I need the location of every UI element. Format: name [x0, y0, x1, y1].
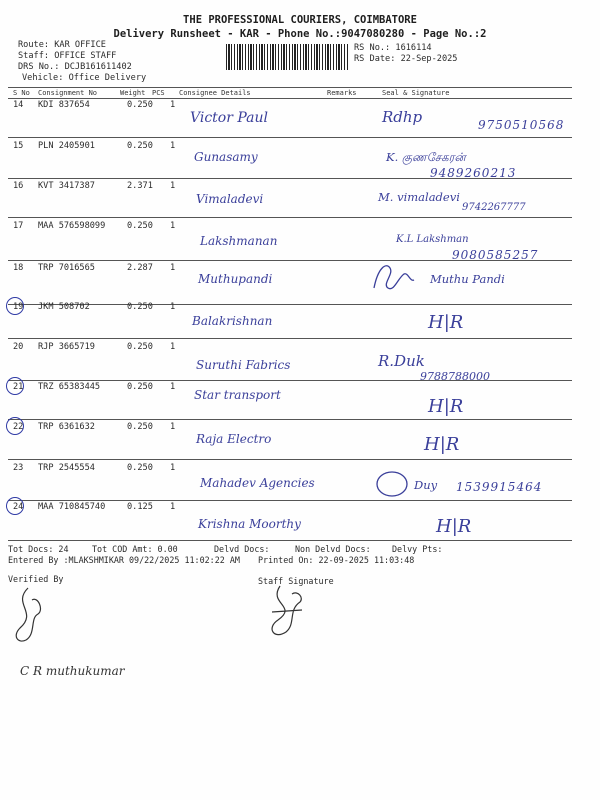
row-divider — [8, 419, 572, 420]
row-consignment: TRP 6361632 — [38, 422, 95, 432]
table-header-rule — [8, 98, 572, 99]
row-sno: 24 — [13, 502, 24, 512]
row-pcs: 1 — [170, 342, 176, 352]
col-consignee: Consignee Details — [179, 89, 251, 97]
receiver-signature: H|R — [428, 396, 464, 417]
row-sno: 15 — [13, 141, 24, 151]
row-weight: 0.250 — [127, 422, 153, 432]
row-sno: 14 — [13, 100, 24, 110]
row-pcs: 1 — [170, 141, 176, 151]
row-weight: 0.125 — [127, 502, 153, 512]
receiver-signature: Muthu Pandi — [430, 272, 505, 286]
receiver-signature: R.Duk — [378, 352, 425, 370]
row-weight: 0.250 — [127, 221, 153, 231]
row-consignment: TRP 2545554 — [38, 463, 95, 473]
receiver-scribble — [368, 258, 418, 298]
receiver-signature: Rdhp — [382, 108, 423, 126]
entered-by: Entered By :MLAKSHMIKAR 09/22/2025 11:02:22 AM — [8, 555, 240, 565]
row-divider — [8, 338, 572, 339]
col-pcs: PCS — [152, 89, 165, 97]
barcode-image — [226, 44, 348, 70]
non-delivered-docs: Non Delvd Docs: — [295, 544, 371, 554]
verifier-name: C R muthukumar — [20, 664, 125, 678]
row-divider — [8, 304, 572, 305]
row-divider — [8, 459, 572, 460]
row-sno: 19 — [13, 302, 24, 312]
col-remarks: Remarks — [327, 89, 357, 97]
verifier-signature-scribble — [8, 584, 48, 650]
consignee-handwritten: Krishna Moorthy — [198, 517, 301, 531]
col-sno: S No — [13, 89, 30, 97]
consignee-handwritten: Victor Paul — [190, 110, 269, 126]
consignee-handwritten: Raja Electro — [196, 432, 272, 446]
row-consignment: TRP 7016565 — [38, 263, 95, 273]
staff: Staff: OFFICE STAFF — [18, 51, 117, 61]
row-divider — [8, 178, 572, 179]
row-weight: 0.250 — [127, 342, 153, 352]
row-weight: 2.371 — [127, 181, 153, 191]
col-seal-signature: Seal & Signature — [382, 89, 450, 97]
printed-on: Printed On: 22-09-2025 11:03:48 — [258, 555, 415, 565]
row-sno: 20 — [13, 342, 24, 352]
row-pcs: 1 — [170, 502, 176, 512]
rs-number: RS No.: 1616114 — [354, 43, 432, 53]
row-sno: 17 — [13, 221, 24, 231]
consignee-handwritten: Star transport — [194, 388, 281, 402]
staff-signature-scribble — [258, 582, 308, 644]
row-consignment: JKM 508702 — [38, 302, 90, 312]
row-divider — [8, 217, 572, 218]
receiver-phone: 9788788000 — [420, 370, 490, 383]
row-consignment: KVT 3417387 — [38, 181, 95, 191]
col-consignment: Consignment No — [38, 89, 98, 97]
consignee-handwritten: Balakrishnan — [192, 314, 273, 328]
drs-number: DRS No.: DCJB161611402 — [18, 62, 132, 72]
row-weight: 0.250 — [127, 302, 153, 312]
consignee-handwritten: Vimaladevi — [196, 192, 264, 206]
row-weight: 0.250 — [127, 100, 153, 110]
receiver-phone: 9489260213 — [430, 166, 517, 180]
staff-signature-label: Staff Signature — [258, 576, 334, 586]
row-consignment: TRZ 65383445 — [38, 382, 101, 392]
receiver-signature: H|R — [424, 434, 460, 455]
company-title: THE PROFESSIONAL COURIERS, COIMBATORE — [183, 14, 417, 26]
row-sno: 18 — [13, 263, 24, 273]
row-weight: 0.250 — [127, 463, 153, 473]
receiver-signature: H|R — [428, 312, 464, 333]
row-pcs: 1 — [170, 181, 176, 191]
delivery-points: Delvy Pts: — [392, 544, 443, 554]
row-consignment: KDI 837654 — [38, 100, 90, 110]
row-divider — [8, 380, 572, 381]
total-cod: Tot COD Amt: 0.00 — [92, 544, 178, 554]
row-pcs: 1 — [170, 221, 176, 231]
row-sno: 22 — [13, 422, 24, 432]
row-pcs: 1 — [170, 263, 176, 273]
row-weight: 0.250 — [127, 382, 153, 392]
route: Route: KAR OFFICE — [18, 40, 106, 50]
consignee-handwritten: Suruthi Fabrics — [196, 358, 291, 372]
receiver-phone: 9750510568 — [478, 118, 565, 132]
consignee-handwritten: Gunasamy — [194, 150, 258, 164]
row-weight: 2.287 — [127, 263, 153, 273]
receiver-signature: K.L Lakshman — [396, 234, 469, 245]
row-sno: 16 — [13, 181, 24, 191]
row-pcs: 1 — [170, 422, 176, 432]
runsheet-title: Delivery Runsheet - KAR - Phone No.:9047080280 - Page No.:2 — [113, 28, 487, 40]
row-consignment: RJP 3665719 — [38, 342, 95, 352]
delivered-docs: Delvd Docs: — [214, 544, 270, 554]
consignee-handwritten: Muthupandi — [198, 272, 273, 286]
consignee-handwritten: Lakshmanan — [200, 234, 278, 248]
row-consignment: PLN 2405901 — [38, 141, 95, 151]
receiver-scribble — [374, 468, 414, 500]
row-divider — [8, 500, 572, 501]
table-bottom-rule — [8, 540, 572, 541]
row-pcs: 1 — [170, 382, 176, 392]
verified-by-label: Verified By — [8, 574, 64, 584]
receiver-phone: 9080585257 — [452, 248, 539, 262]
row-consignment: MAA 710845740 — [38, 502, 106, 512]
row-sno: 21 — [13, 382, 24, 392]
row-divider — [8, 260, 572, 261]
row-weight: 0.250 — [127, 141, 153, 151]
receiver-signature: H|R — [436, 516, 472, 537]
rs-date: RS Date: 22-Sep-2025 — [354, 54, 458, 64]
row-pcs: 1 — [170, 100, 176, 110]
row-pcs: 1 — [170, 302, 176, 312]
receiver-signature: K. குணசேகரன் — [386, 150, 466, 164]
receiver-phone: 1539915464 — [456, 480, 543, 494]
row-consignment: MAA 576598099 — [38, 221, 106, 231]
consignee-handwritten: Mahadev Agencies — [200, 476, 315, 490]
receiver-signature: M. vimaladevi — [378, 190, 460, 204]
row-divider — [8, 137, 572, 138]
receiver-signature: Duy — [414, 478, 438, 492]
row-sno: 23 — [13, 463, 24, 473]
table-top-rule — [8, 87, 572, 88]
receiver-phone: 9742267777 — [462, 202, 526, 213]
row-pcs: 1 — [170, 463, 176, 473]
total-docs: Tot Docs: 24 — [8, 544, 69, 554]
col-weight: Weight — [120, 89, 146, 97]
vehicle: Vehicle: Office Delivery — [22, 73, 147, 83]
